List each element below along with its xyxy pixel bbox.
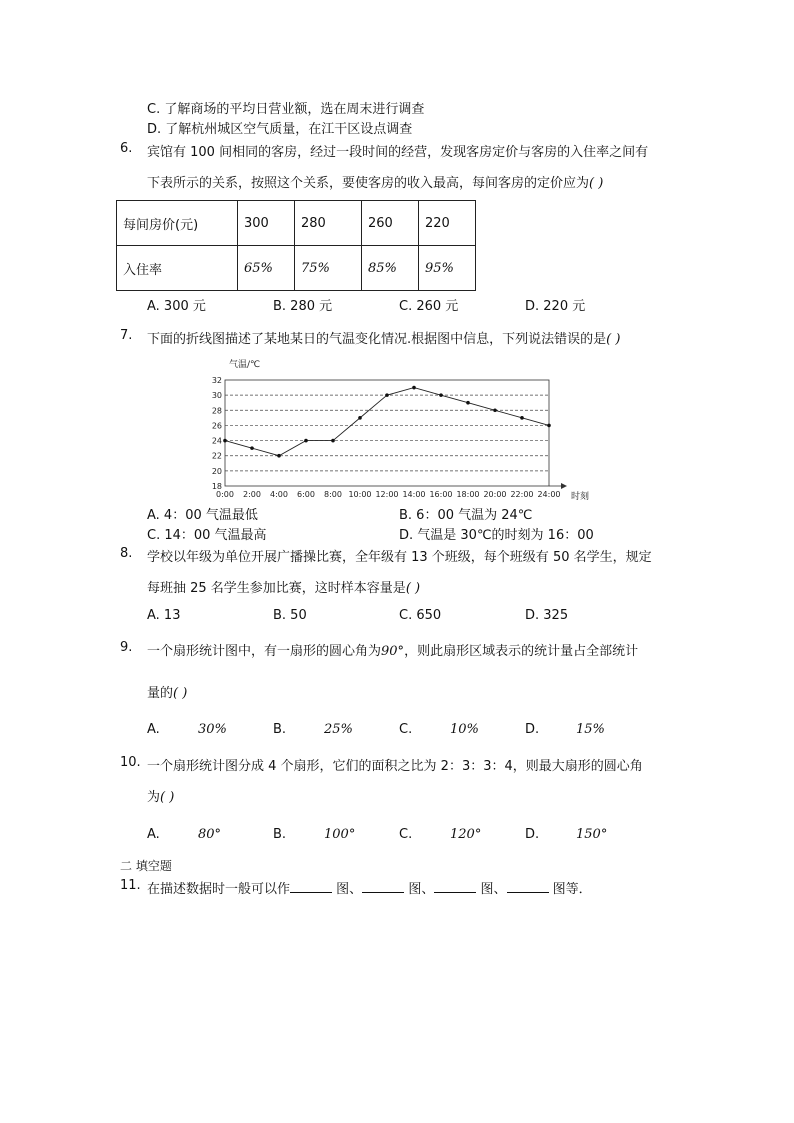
x-tick-label: 24:00 — [537, 490, 561, 499]
data-point — [277, 454, 281, 458]
data-point — [520, 416, 524, 420]
answer-paren: ( ) — [160, 790, 175, 805]
q9-option-a-letter: A. — [147, 722, 160, 737]
q7-option-a: A. 4：00 气温最低 — [147, 508, 258, 523]
q10-stem-line2: 为( ) — [147, 790, 175, 805]
q7-option-c: C. 14：00 气温最高 — [147, 528, 267, 543]
q10-option-d-value: 150° — [576, 827, 608, 842]
rate-cell: 95% — [419, 246, 476, 291]
q10-option-c-letter: C. — [399, 827, 413, 842]
q7-option-d: D. 气温是 30℃的时刻为 16：00 — [399, 528, 594, 543]
q7-number: 7. — [120, 328, 133, 343]
answer-paren: ( ) — [173, 686, 188, 701]
q7-stem: 下面的折线图描述了某地某日的气温变化情况.根据图中信息，下列说法错误的是( ) — [147, 332, 621, 347]
q8-option-d: D. 325 — [525, 608, 569, 623]
data-point — [466, 401, 470, 405]
q10-option-b-letter: B. — [273, 827, 287, 842]
x-tick-label: 22:00 — [510, 490, 534, 499]
q5-option-d: D. 了解杭州城区空气质量，在江干区设点调查 — [147, 122, 413, 137]
answer-paren: ( ) — [606, 332, 621, 347]
rate-cell: 65% — [238, 246, 295, 291]
q10-option-d-letter: D. — [525, 827, 540, 842]
x-tick-label: 12:00 — [375, 490, 399, 499]
q5-option-c: C. 了解商场的平均日营业额，选在周末进行调查 — [147, 102, 425, 117]
q6-stem-line2: 下表所示的关系，按照这个关系，要使客房的收入最高，每间客房的定价应为( ) — [147, 176, 604, 191]
q8-stem-line2: 每班抽 25 名学生参加比赛，这时样本容量是( ) — [147, 581, 421, 596]
y-axis-label: 气温/℃ — [229, 360, 261, 370]
y-tick-label: 26 — [211, 421, 222, 431]
q8-option-a: A. 13 — [147, 608, 181, 623]
q9-stem-line1: 一个扇形统计图中，有一扇形的圆心角为90°，则此扇形区域表示的统计量占全部统计 — [147, 644, 639, 659]
y-tick-label: 30 — [211, 391, 222, 401]
temperature-series-line — [225, 388, 549, 456]
q7-option-b: B. 6：00 气温为 24℃ — [399, 508, 533, 523]
price-cell: 260 — [362, 201, 419, 246]
rate-cell: 85% — [362, 246, 419, 291]
data-point — [358, 416, 362, 420]
answer-blank[interactable] — [507, 880, 549, 893]
temperature-line-chart — [205, 352, 590, 502]
row-label-price: 每间房价(元) — [117, 201, 238, 246]
q9-option-c-value: 10% — [450, 722, 479, 737]
x-axis-arrow — [561, 483, 567, 489]
q10-option-a-value: 80° — [198, 827, 222, 842]
x-tick-label: 16:00 — [429, 490, 453, 499]
x-tick-label: 10:00 — [348, 490, 372, 499]
x-tick-label: 0:00 — [216, 490, 234, 499]
y-tick-label: 28 — [211, 406, 222, 416]
price-cell: 300 — [238, 201, 295, 246]
data-point — [223, 439, 227, 443]
data-point — [547, 424, 551, 428]
data-point — [304, 439, 308, 443]
y-tick-label: 18 — [211, 482, 222, 491]
price-occupancy-table — [116, 200, 476, 291]
q9-option-a-value: 30% — [198, 722, 227, 737]
x-axis-label: 时刻 — [571, 492, 590, 502]
q8-stem-line1: 学校以年级为单位开展广播操比赛，全年级有 13 个班级，每个班级有 50 名学生，规定 — [147, 550, 652, 565]
q8-number: 8. — [120, 546, 133, 561]
answer-blank[interactable] — [434, 880, 476, 893]
answer-blank[interactable] — [362, 880, 404, 893]
q10-stem-line1: 一个扇形统计图分成 4 个扇形，它们的面积之比为 2：3：3：4，则最大扇形的圆心角 — [147, 759, 643, 774]
x-tick-label: 6:00 — [297, 490, 315, 499]
q10-option-a-letter: A. — [147, 827, 160, 842]
table-row — [117, 246, 476, 291]
price-cell: 280 — [295, 201, 362, 246]
rate-cell: 75% — [295, 246, 362, 291]
q10-number: 10. — [120, 755, 141, 770]
section-title-fill-in: 二 填空题 — [120, 859, 172, 873]
answer-paren: ( ) — [405, 581, 421, 596]
angle-value: 90° — [381, 644, 405, 659]
x-tick-label: 14:00 — [402, 490, 426, 499]
q6-option-d: D. 220 元 — [525, 299, 586, 314]
q6-stem-line1: 宾馆有 100 间相同的客房，经过一段时间的经营，发现客房定价与客房的入住率之间有 — [147, 145, 649, 160]
data-point — [412, 386, 416, 390]
q9-option-d-value: 15% — [576, 722, 605, 737]
q10-option-b-value: 100° — [324, 827, 356, 842]
q11-number: 11. — [120, 878, 141, 893]
y-tick-label: 32 — [211, 376, 222, 385]
q9-option-b-letter: B. — [273, 722, 287, 737]
y-tick-label: 24 — [211, 436, 222, 446]
x-tick-label: 2:00 — [243, 490, 261, 499]
q11-stem: 在描述数据时一般可以作 图、 图、 图、 图等． — [147, 882, 592, 897]
q6-option-c: C. 260 元 — [399, 299, 459, 314]
row-label-occupancy: 入住率 — [117, 246, 238, 291]
x-tick-label: 4:00 — [270, 490, 288, 499]
q10-option-c-value: 120° — [450, 827, 482, 842]
q6-option-a: A. 300 元 — [147, 299, 206, 314]
answer-blank[interactable] — [290, 880, 332, 893]
q9-option-d-letter: D. — [525, 722, 540, 737]
q9-option-b-value: 25% — [324, 722, 353, 737]
x-tick-label: 18:00 — [456, 490, 480, 499]
table-row — [117, 201, 476, 246]
x-tick-label: 20:00 — [483, 490, 507, 499]
q6-option-b: B. 280 元 — [273, 299, 333, 314]
data-point — [385, 393, 389, 397]
q9-number: 9. — [120, 640, 133, 655]
price-cell: 220 — [419, 201, 476, 246]
q9-option-c-letter: C. — [399, 722, 413, 737]
y-tick-label: 20 — [211, 466, 222, 476]
q6-number: 6. — [120, 141, 133, 156]
data-point — [250, 446, 254, 450]
data-point — [493, 408, 497, 412]
data-point — [331, 439, 335, 443]
answer-paren: ( ) — [589, 176, 604, 191]
data-point — [439, 393, 443, 397]
q8-option-c: C. 650 — [399, 608, 442, 623]
y-tick-label: 22 — [211, 451, 222, 461]
q8-option-b: B. 50 — [273, 608, 307, 623]
q9-stem-line2: 量的( ) — [147, 686, 188, 701]
x-tick-label: 8:00 — [324, 490, 342, 499]
